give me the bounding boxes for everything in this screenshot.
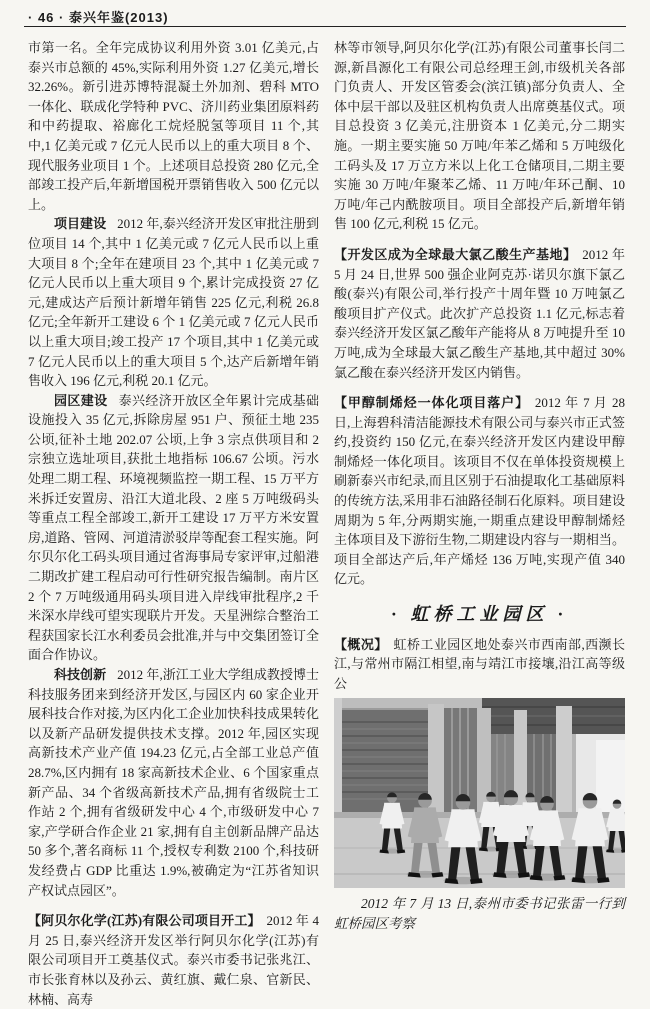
entry-text: 2012 年 7 月 28 日,上海碧科清洁能源技术有限公司与泰兴市正式签约,投资约 150 亿元,在泰兴经济开发区内建设甲醇制烯烃一体化项目。该项目不仅在单体投资规模上刷新泰兴市纪录,而且区别于石油提取化工基础原料的传统方法,采用非石油路径制石化原料。项目建设周期为 5 年,分两期实施,一期重点建设甲醇制烯烃主体项目及下游衍生物,二期建设内容与一期相当。项目全部达产后,年产烯烃 136 万吨,实现产值 340 亿元。	[334, 395, 625, 587]
paragraph-lead: 项目建设	[54, 216, 107, 232]
paragraph-text: 泰兴经济开放区全年累计完成基础设施投入 35 亿元,拆除房屋 951 户、预征土地 235 公顷,征补土地 202.07 公顷,上争 3 宗点供项目和 2 宗独立选址项目,获批土地指标 106.67 公顷。污水处理二期工程、环境视频监控一期工程、15 万平方米拆迁安置房、沿江大道北段、2 座 5 万吨级码头等重点工程全部竣工,新开工建设 17 万平方米安置房,道路、管网、河道清淤驳岸等配套工程实施。阿尔贝尔化工码头项目通过省海事局专家评审,过船港二期改扩建工程启动可行性研究报告编制。南片区 2 个 7 万吨级通用码头项目进入岸线审批程序,2 千米深水岸线可望实现联片开发。天星洲综合整治工程获国家长江水利委员会批准,并与中交集团签订全面合作协议。	[28, 392, 319, 663]
paragraph-continued: 林等市领导,阿贝尔化学(江苏)有限公司董事长闫二源,新昌源化工有限公司总经理王剑,市级机关各部门负责人、开发区管委会(滨江镇)部分负责人、全体中层干部以及驻区机构负责人出席奠基仪式。项目总投资 3 亿美元,注册资本 1 亿美元,分二期实施。一期主要实施 50 万吨/年苯乙烯和 5 万吨级化工码头及 17 万立方米以上化工仓储项目,二期主要实施 30 万吨/年聚苯乙烯、11 万吨/年环己酮、10 万吨/年己内酰胺项目。项目全部投产后,新增年销售 100 亿元,利税 15 亿元。	[334, 40, 625, 232]
page-number: · 46 ·	[28, 10, 65, 25]
photo-illustration	[334, 698, 625, 888]
paragraph-lead: 科技创新	[54, 667, 107, 682]
entry-overview	[334, 635, 625, 694]
running-head	[28, 7, 622, 26]
paragraph-continued: 市第一名。全年完成协议利用外资 3.01 亿美元,占泰兴市总额的 45%,实际利用外资 1.27 亿美元,增长 32.26%。新引进苏博特混凝土外加剂、碧科 MTO 一体化、联成化学特种 PVC、济川药业集团原料药和中药提取、裕廊化工烷烃脱氢等项目 11 个,其中,1 亿美元或 7 亿元人民币以上的重大项目 8 个、现代服务业项目 1 个。上述项目总投资 280 亿元,全部竣工投产后,年新增国税开票销售收入 500 亿元以上。	[28, 40, 319, 212]
paragraph-tech-innovation	[28, 665, 319, 900]
entry-text: 2012 年 4 月 25 日,泰兴经济开发区举行阿贝尔化学(江苏)有限公司项目开工奠基仪式。泰兴市委书记张兆江、市长张育林以及孙云、黄红旗、戴仁泉、官新民、林楠、高寿	[28, 913, 319, 1007]
paragraph-lead: 园区建设	[54, 392, 108, 408]
section-title-hongqiao-industrial-park: · 虹桥工业园区 ·	[391, 604, 568, 625]
header-rule	[24, 26, 626, 27]
entry-chloroacetic-acid-base	[334, 245, 625, 382]
book-title: 泰兴年鉴(2013)	[68, 10, 169, 25]
paragraph-project-construction	[28, 214, 319, 390]
entry-abel-chemical-groundbreaking	[28, 911, 319, 1009]
paragraph-text: 2012 年,浙江工业大学组成教授博士科技服务团来到经济开发区,与园区内 60 家企业开展科技合作对接,为区内化工企业加快科技成果转化以及新产品研发提供技术支撑。2012 年,园区实现高新技术产业产值 194.23 亿元,占全部工业总产值 28.7%,区内拥有 18 家高新技术企业、6 个国家重点新产品、34 个省级高新技术产品,拥有省级院士工作站 2 个,拥有省级研发中心 4 个,市级研发中心 7 家,产学研合作企业 21 家,拥有自主创新品牌产品达 50 多个,著名商标 11 个,授权专利数 2100 个,科技研发经费占 GDP 比重达 1.9%,被确定为“江苏省知识产权试点园区”。	[28, 667, 319, 898]
entry-text: 2012 年 5 月 24 日,世界 500 强企业阿克苏·诺贝尔旗下氯乙酸(泰兴)有限公司,举行投产十周年暨 10 万吨氯乙酸项目扩产仪式。此次扩产总投资 1.1 亿元,标志着泰兴经济开发区氯乙酸年产能将从 8 万吨提升至 10 万吨,成为全球最大氯乙酸生产基地,其中超过 30%氯乙酸在泰兴经济开发区内销售。	[334, 246, 625, 380]
paragraph-text: 2012 年,泰兴经济开发区审批注册到位项目 14 个,其中 1 亿美元或 7 亿元人民币以上重大项目 8 个;全年在建项目 23 个,其中 1 亿美元或 7 亿元人民币以上重大项目 9 个,累计完成投资 27 亿元,建成达产后预计新增年销售 225 亿元,利税 26.8 亿元;全年新开工建设 6 个 1 亿美元或 7 亿元人民币以上重大项目;竣工投产 17 个项目,其中 1 亿美元或 7 亿元人民币以上的重大项目 5 个,达产后新增年销售收入 196 亿元,利税 20.1 亿元。	[28, 216, 319, 389]
entry-heading: 【概况】	[334, 636, 388, 652]
paragraph-park-construction	[28, 391, 319, 665]
entry-heading: 【甲醇制烯烃一体化项目落户】	[334, 395, 530, 411]
entry-methanol-to-olefin-project	[334, 393, 625, 589]
entry-heading: 【开发区成为全球最大氯乙酸生产基地】	[334, 246, 577, 262]
right-column	[334, 38, 625, 948]
entry-text: 虹桥工业园区地处泰兴市西南部,西濒长江,与常州市隔江相望,南与靖江市接壤,沿江高等级公	[334, 636, 625, 691]
photo-officials-walking-in-factory	[334, 698, 625, 888]
left-column	[28, 38, 319, 1009]
photo-caption: 2012 年 7 月 13 日,泰州市委书记张雷一行到虹桥园区考察	[334, 896, 625, 932]
entry-heading: 【阿贝尔化学(江苏)有限公司项目开工】	[28, 913, 261, 929]
